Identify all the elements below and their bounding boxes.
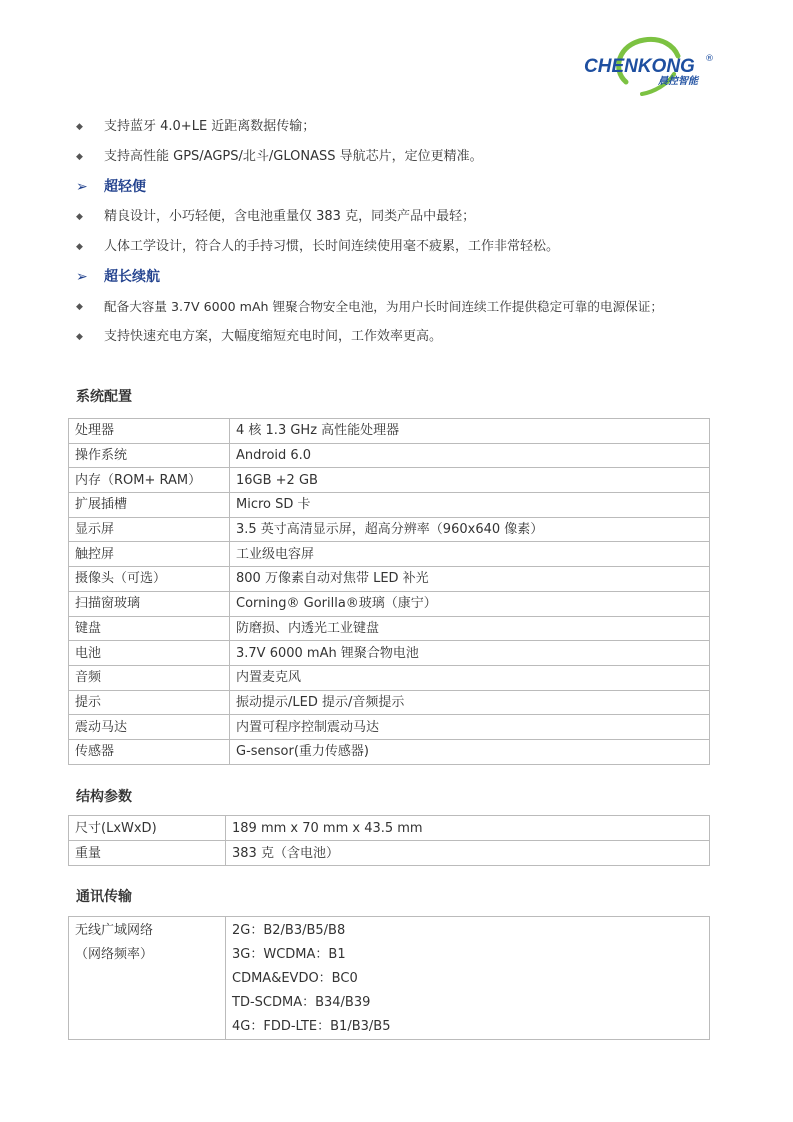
structure-title: 结构参数 [76, 789, 132, 805]
bullet-diamond-icon: ◆ [76, 332, 83, 342]
logo-brand: CHENKONG [584, 56, 695, 77]
table-row: 尺寸(LxWxD) 189 mm x 70 mm x 43.5 mm [69, 816, 710, 841]
table-row: 操作系统 Android 6.0 [69, 443, 710, 468]
table-row: 内存（ROM+ RAM） 16GB +2 GB [69, 468, 710, 493]
comm-values-cell: 2G：B2/B3/B5/B8 3G：WCDMA：B1 CDMA&EVDO：BC0 TD-SCDMA：B34/B39 4G：FDD-LTE：B1/B3/B5 [226, 917, 710, 1040]
logo-registered: ® [705, 54, 714, 64]
list-item: ◆ 精良设计，小巧轻便，含电池重量仅 383 克，同类产品中最轻； [76, 202, 756, 232]
bullet-diamond-icon: ◆ [76, 152, 83, 162]
structure-table [68, 815, 710, 866]
comm-table [68, 916, 710, 1040]
section-heading-light: ➢ 超轻便 [76, 172, 756, 202]
table-row: 重量 383 克（含电池） [69, 841, 710, 866]
table-row: 震动马达 内置可程序控制震动马达 [69, 715, 710, 740]
system-config-title: 系统配置 [76, 389, 132, 405]
bullet-diamond-icon: ◆ [76, 122, 83, 132]
logo-subtitle: 晨控智能 [658, 76, 698, 87]
bullet-diamond-icon: ◆ [76, 242, 83, 252]
list-item: ◆ 配备大容量 3.7V 6000 mAh 锂聚合物安全电池，为用户长时间连续工作提供稳定可靠的电源保证； [76, 292, 756, 322]
bullet-diamond-icon: ◆ [76, 212, 83, 222]
table-row: 键盘 防磨损、内透光工业键盘 [69, 616, 710, 641]
section-heading-battery: ➢ 超长续航 [76, 262, 756, 292]
comm-title: 通讯传输 [76, 889, 132, 905]
list-item: ◆ 人体工学设计，符合人的手持习惯，长时间连续使用毫不疲累，工作非常轻松。 [76, 232, 756, 262]
table-row: 显示屏 3.5 英寸高清显示屏，超高分辨率（960x640 像素） [69, 517, 710, 542]
company-logo [582, 34, 722, 98]
list-item: ◆ 支持蓝牙 4.0+LE 近距离数据传输； [76, 112, 756, 142]
table-row: 电池 3.7V 6000 mAh 锂聚合物电池 [69, 641, 710, 666]
table-row: 扫描窗玻璃 Corning® Gorilla®玻璃（康宁） [69, 591, 710, 616]
list-item: ◆ 支持快速充电方案，大幅度缩短充电时间，工作效率更高。 [76, 322, 756, 352]
logo-graphic [582, 34, 722, 98]
table-row: 触控屏 工业级电容屏 [69, 542, 710, 567]
arrow-right-icon: ➢ [76, 179, 88, 195]
system-config-table [68, 418, 710, 765]
table-row: 提示 振动提示/LED 提示/音频提示 [69, 690, 710, 715]
comm-key-cell: 无线广域网络 （网络频率） [69, 917, 226, 1040]
table-row: 扩展插槽 Micro SD 卡 [69, 493, 710, 518]
table-row: 处理器 4 核 1.3 GHz 高性能处理器 [69, 419, 710, 444]
bullet-diamond-icon: ◆ [76, 302, 83, 312]
table-row: 音频 内置麦克风 [69, 665, 710, 690]
table-row: 传感器 G-sensor(重力传感器) [69, 739, 710, 764]
feature-list [76, 112, 756, 352]
table-row [69, 917, 710, 1040]
table-row: 摄像头（可选） 800 万像素自动对焦带 LED 补光 [69, 567, 710, 592]
arrow-right-icon: ➢ [76, 269, 88, 285]
list-item: ◆ 支持高性能 GPS/AGPS/北斗/GLONASS 导航芯片，定位更精准。 [76, 142, 756, 172]
